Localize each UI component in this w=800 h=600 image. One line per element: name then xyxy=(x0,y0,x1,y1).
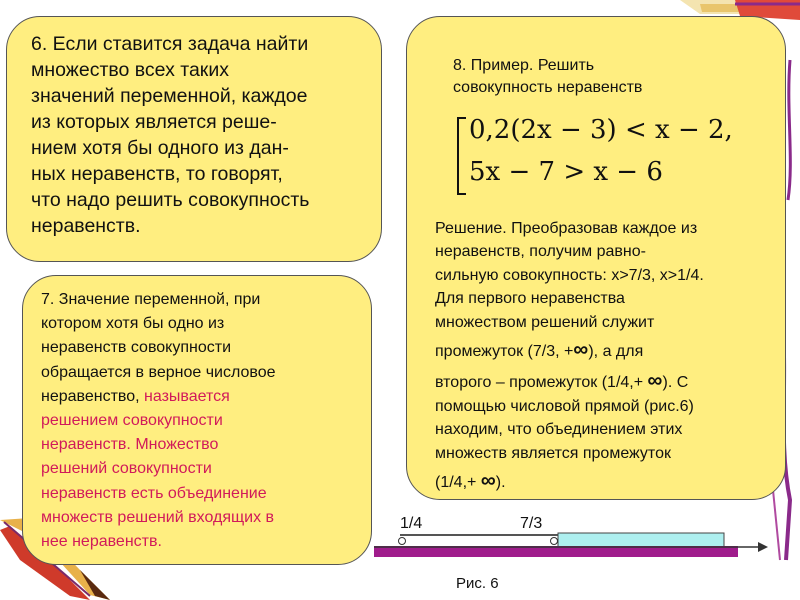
example-line: совокупность неравенств xyxy=(453,79,643,96)
card6-line: множество всех таких xyxy=(31,59,229,81)
label-7-3: 7/3 xyxy=(520,515,543,532)
card6-line: значений переменной, каждое xyxy=(31,85,308,107)
number-line-svg xyxy=(370,510,770,590)
solution-line: множеств является промежуток xyxy=(435,444,671,462)
card6-line: неравенств. xyxy=(31,215,141,237)
solution-text-span: (1/4,+ xyxy=(435,474,481,492)
example-heading xyxy=(453,55,642,99)
inequality-1: 0,2(2x − 3) < x − 2, xyxy=(469,115,733,145)
card7-line: обращается в верное числовое xyxy=(41,363,276,381)
card6-line: 6. Если ставится задача найти xyxy=(31,33,309,55)
example-card-8 xyxy=(406,16,786,500)
interval-7-3-band xyxy=(558,533,724,547)
card7-highlight: называется xyxy=(144,387,230,405)
solution-line: Для первого неравенства xyxy=(435,290,625,308)
solution-text-span: ). С xyxy=(662,374,689,392)
label-1-4: 1/4 xyxy=(400,515,423,532)
example-line: 8. Пример. Решить xyxy=(453,57,595,74)
card7-highlight-line: решений совокупности xyxy=(41,460,212,478)
solution-text-span: промежуток (7/3, + xyxy=(435,343,574,361)
card6-line: из которых является реше- xyxy=(31,111,277,133)
point-7-3 xyxy=(551,538,558,545)
card7-line xyxy=(41,433,357,457)
infinity-symbol: ∞ xyxy=(480,469,496,493)
infinity-symbol: ∞ xyxy=(573,338,589,362)
solution-line xyxy=(435,371,781,394)
card7-text: неравенство, xyxy=(41,387,145,405)
number-line-figure xyxy=(370,510,770,590)
solution-text xyxy=(435,217,781,494)
solution-text-span: ), а для xyxy=(588,343,644,361)
card7-line: неравенств совокупности xyxy=(41,339,231,357)
solution-line: сильную совокупность: x>7/3, x>1/4. xyxy=(435,266,704,284)
card7-highlight-line: неравенств есть объединение xyxy=(41,484,267,502)
solution-line: неравенств, получим равно- xyxy=(435,243,646,261)
definition-card-7 xyxy=(22,275,372,565)
card7-highlight-line: множеств решений входящих в xyxy=(41,508,275,526)
axis-arrow-icon xyxy=(758,542,768,552)
definition-card-6 xyxy=(6,16,382,262)
card7-line: 7. Значение переменной, при xyxy=(41,291,261,308)
inequality-2: 5x − 7 > x − 6 xyxy=(469,157,663,187)
point-1-4 xyxy=(399,538,406,545)
solution-line: находим, что объединением этих xyxy=(435,421,683,439)
interval-1-top-edge xyxy=(400,534,568,536)
solution-line: множеством решений служит xyxy=(435,313,655,331)
figure-caption: Рис. 6 xyxy=(456,575,499,590)
card7-line xyxy=(41,385,357,409)
card7-highlight: Множество xyxy=(135,436,219,454)
solution-line xyxy=(435,471,781,494)
card6-line: нием хотя бы одного из дан- xyxy=(31,137,289,159)
card7-highlight: неравенств. xyxy=(41,436,136,454)
card7-highlight-line: решением совокупности xyxy=(41,412,223,430)
solution-line: помощью числовой прямой (рис.6) xyxy=(435,397,694,415)
infinity-symbol: ∞ xyxy=(647,369,663,393)
inequality-system xyxy=(449,113,733,197)
card6-line: что надо решить совокупность xyxy=(31,189,310,211)
card7-line: котором хотя бы одно из xyxy=(41,315,225,333)
system-bracket-icon xyxy=(457,117,466,195)
card6-line: ных неравенств, то говорят, xyxy=(31,163,283,185)
solution-text-span: второго – промежуток (1/4,+ xyxy=(435,374,648,392)
solution-text-span: ). xyxy=(495,474,506,492)
card7-highlight-line: нее неравенств. xyxy=(41,533,162,551)
solution-line xyxy=(435,340,781,363)
solution-line: Решение. Преобразовав каждое из xyxy=(435,220,698,237)
